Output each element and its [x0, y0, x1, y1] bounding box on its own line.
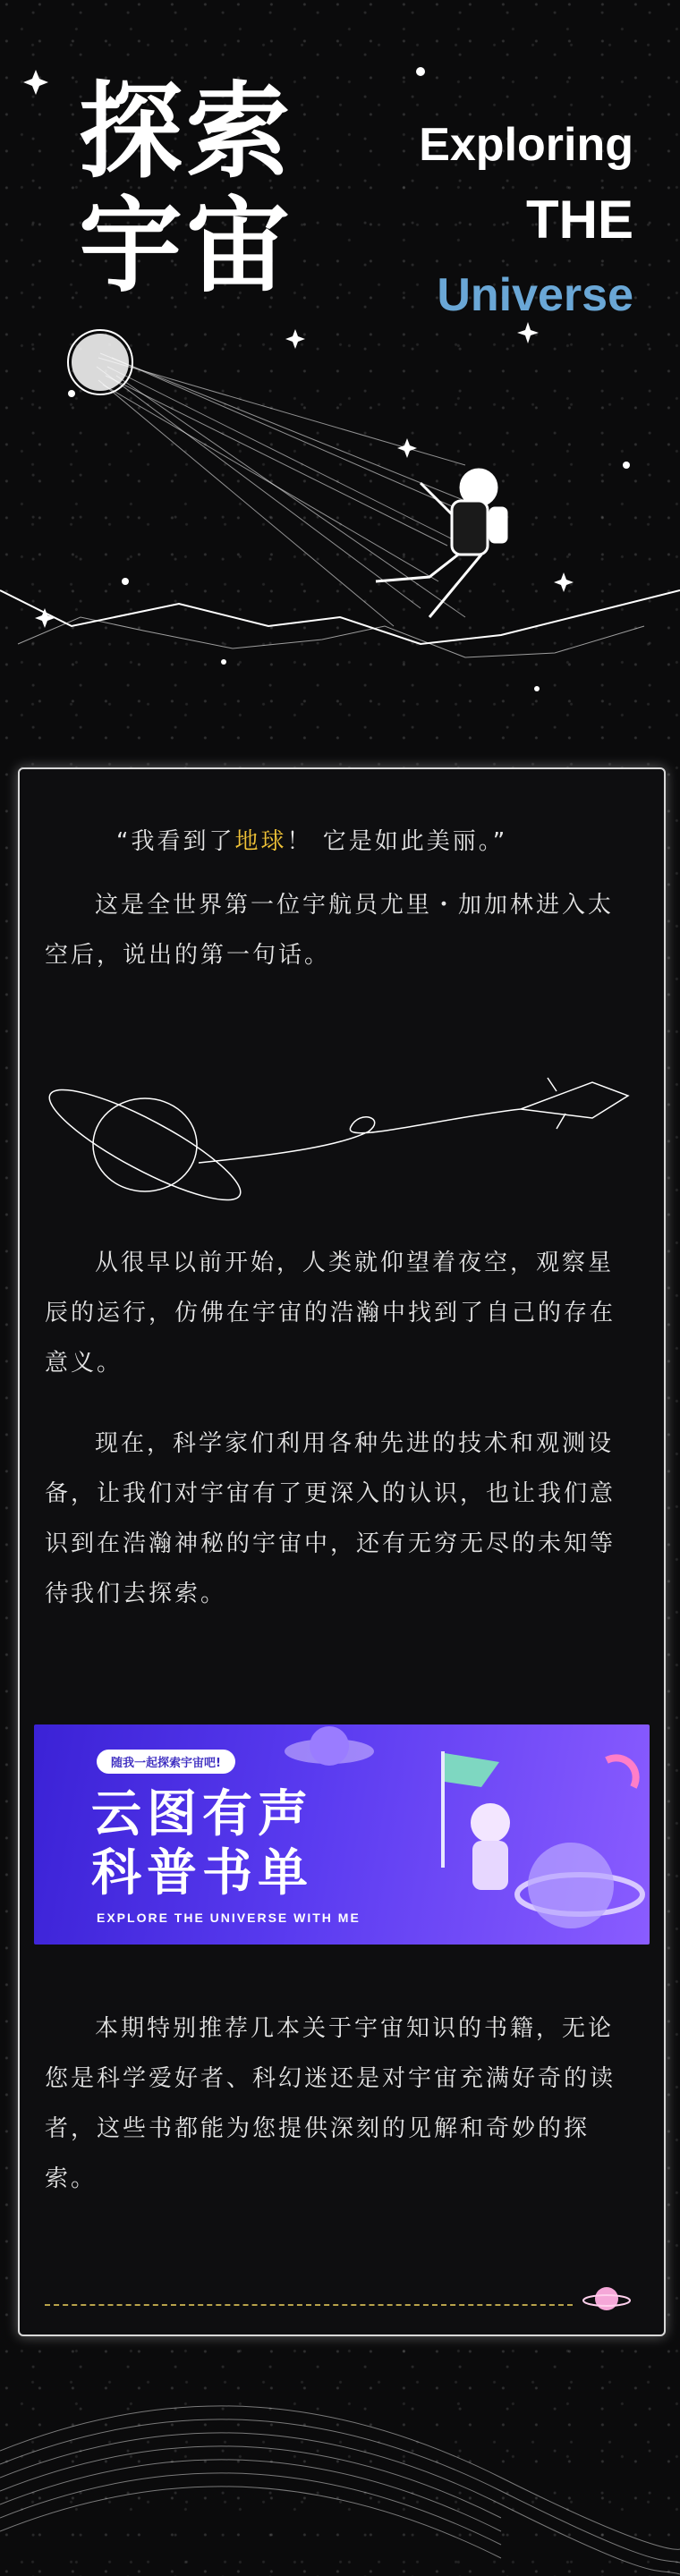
- gagarin-quote: [116, 823, 507, 856]
- hero-en-line2: THE: [526, 190, 633, 250]
- astronaut-helmet-icon: [471, 1803, 510, 1843]
- quote-highlight: 地球: [234, 828, 287, 855]
- quote-prefix: “我看到了: [116, 828, 235, 855]
- planet-rocket-illustration: [20, 1064, 664, 1208]
- quote-suffix: ！ 它是如此美丽。”: [286, 828, 508, 855]
- paragraph-2: 从很早以前开始，人类就仰望着夜空，观察星辰的运行，仿佛在宇宙的浩瀚中找到了自己的存在意义。: [45, 1250, 616, 1377]
- hero-en-line3: Universe: [437, 269, 633, 321]
- purple-planet-icon: [528, 1843, 614, 1928]
- article-card: [18, 767, 666, 2336]
- astronaut-figure: [376, 470, 506, 617]
- hero-title-english: [419, 107, 633, 333]
- hero-section: [0, 0, 680, 769]
- banner-subtitle: EXPLORE THE UNIVERSE WITH ME: [97, 1911, 361, 1925]
- paragraph-3: 现在，科学家们利用各种先进的技术和观测设备，让我们对宇宙有了更深入的认识，也让我们意识到在浩瀚神秘的宇宙中，还有无穷无尽的未知等待我们去探索。: [45, 1430, 616, 1607]
- banner-title-line1: 云图有声: [91, 1785, 313, 1843]
- banner-title-line2: 科普书单: [91, 1844, 313, 1902]
- banner-art: [34, 1724, 650, 1945]
- comet-head: [72, 334, 129, 391]
- hero-title-chinese: [79, 72, 293, 307]
- hero-title-line2: 宇宙: [79, 186, 293, 307]
- planet-icon: [93, 1098, 197, 1191]
- paragraph-1: 这是全世界第一位宇航员尤里・加加林进入太空后，说出的第一句话。: [45, 892, 615, 969]
- hero-title-line1: 探索: [79, 72, 293, 192]
- book-list-banner[interactable]: [34, 1724, 650, 1945]
- footer-wave-lines: [0, 2343, 680, 2576]
- small-planet-icon: [580, 2281, 633, 2317]
- dashed-divider: [45, 2304, 573, 2306]
- astronaut-flag-icon: [441, 1751, 445, 1868]
- hero-en-line1: Exploring: [419, 119, 633, 171]
- banner-pill: 随我一起探索宇宙吧!: [97, 1750, 235, 1774]
- comet-beam: [97, 353, 501, 626]
- paragraph-4: 本期特别推荐几本关于宇宙知识的书籍，无论您是科学爱好者、科幻迷还是对宇宙充满好奇的读者，这些书都能为您提供深刻的见解和奇妙的探索。: [45, 2015, 616, 2192]
- rocket-icon: [521, 1082, 628, 1118]
